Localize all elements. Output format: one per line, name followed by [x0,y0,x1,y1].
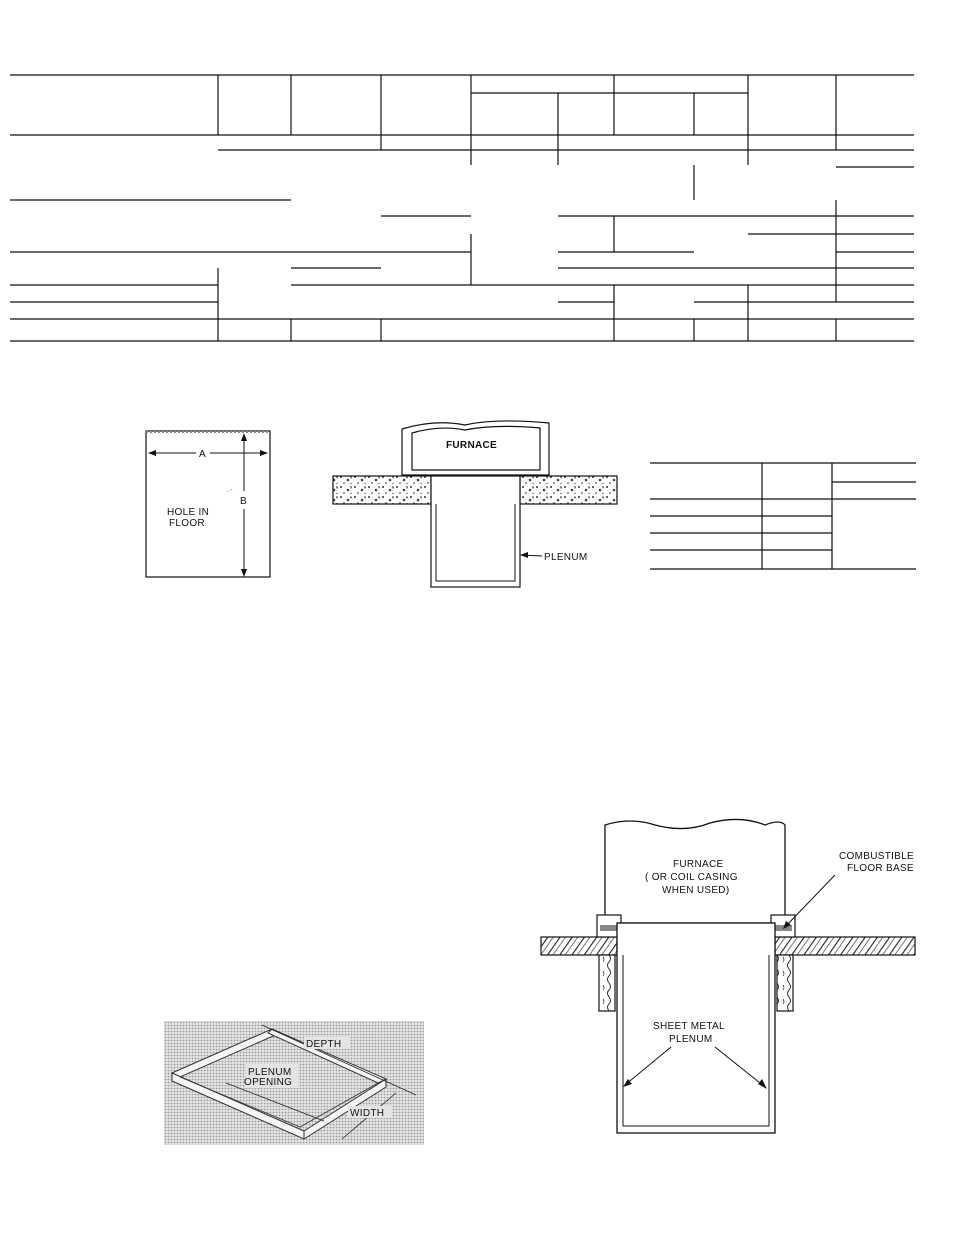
dimension-a-label: A [199,449,206,460]
furnace-concrete-floor-diagram [325,415,625,595]
combustible-label: COMBUSTIBLE [839,851,914,862]
top-spec-table [0,0,954,360]
depth-label: DEPTH [306,1039,342,1050]
base-frame-photo [164,1021,424,1145]
combustible-floor-base-diagram [535,815,925,1140]
furnace-label: FURNACE [673,859,724,870]
furnace-label: FURNACE [446,440,497,451]
plenum-label: PLENUM [544,552,588,563]
opening-label: OPENING [244,1077,293,1088]
dimension-b-label: B [240,496,247,507]
hole-in-floor-diagram [140,425,280,585]
coil-when-used-label: WHEN USED) [662,885,730,896]
hole-label: HOLE IN [167,507,210,518]
sheet-metal-label: SHEET METAL [653,1021,725,1032]
width-label: WIDTH [350,1108,385,1119]
plenum-label: PLENUM [669,1034,713,1045]
floor-base-label: FLOOR BASE [847,863,914,874]
plenum-label: PLENUM [248,1067,292,1078]
floor-label: FLOOR [169,518,205,529]
coil-casing-label: ( OR COIL CASING [645,872,738,883]
plenum-size-table [645,458,920,576]
